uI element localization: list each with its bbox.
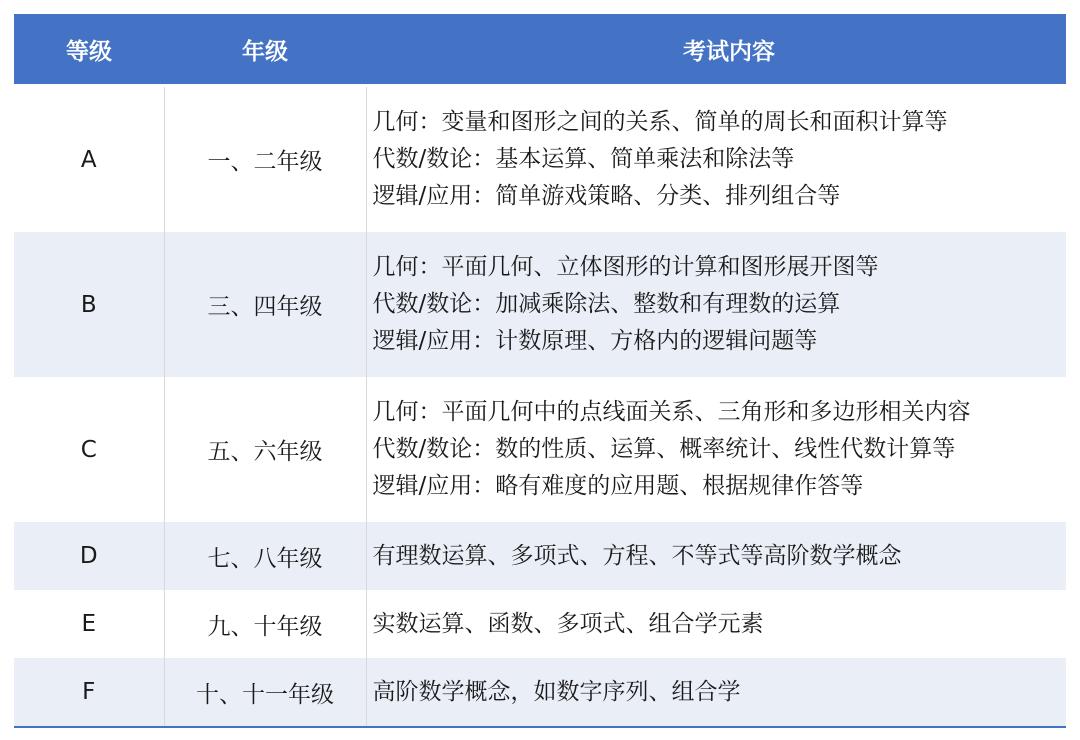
grade-cell: 十、十一年级	[164, 658, 366, 727]
grade-cell: 三、四年级	[164, 232, 366, 377]
content-line: 几何：平面几何中的点线面关系、三角形和多边形相关内容	[372, 399, 971, 425]
level-cell: B	[14, 232, 164, 377]
grade-cell: 一、二年级	[164, 86, 366, 233]
header-row	[14, 14, 1066, 86]
content-line: 代数/数论：数的性质、运算、概率统计、线性代数计算等	[372, 436, 956, 462]
content-cell	[366, 590, 1066, 658]
table-row	[14, 522, 1066, 590]
content-line: 代数/数论：加减乘除法、整数和有理数的运算	[372, 291, 841, 317]
table-row	[14, 590, 1066, 658]
header-level: 等级	[14, 14, 164, 86]
exam-levels-table-container	[14, 14, 1066, 728]
grade-cell: 九、十年级	[164, 590, 366, 658]
table-body	[14, 86, 1066, 728]
header-grade: 年级	[164, 14, 366, 86]
level-cell: C	[14, 377, 164, 522]
content-line: 代数/数论：基本运算、简单乘法和除法等	[372, 146, 795, 172]
level-cell: E	[14, 590, 164, 658]
level-cell: F	[14, 658, 164, 727]
content-line: 逻辑/应用：计数原理、方格内的逻辑问题等	[372, 328, 818, 354]
table-row	[14, 86, 1066, 233]
grade-cell: 七、八年级	[164, 522, 366, 590]
content-line: 几何：变量和图形之间的关系、简单的周长和面积计算等	[372, 109, 948, 135]
content-line: 逻辑/应用：略有难度的应用题、根据规律作答等	[372, 473, 864, 499]
content-cell	[366, 522, 1066, 590]
table-row	[14, 658, 1066, 727]
content-line: 几何：平面几何、立体图形的计算和图形展开图等	[372, 254, 879, 280]
content-cell	[366, 232, 1066, 377]
content-cell	[366, 377, 1066, 522]
content-line: 有理数运算、多项式、方程、不等式等高阶数学概念	[372, 542, 902, 569]
content-line: 高阶数学概念，如数字序列、组合学	[372, 678, 741, 705]
content-line: 实数运算、函数、多项式、组合学元素	[372, 610, 764, 637]
table-row	[14, 232, 1066, 377]
table-header	[14, 14, 1066, 86]
grade-cell: 五、六年级	[164, 377, 366, 522]
level-cell: A	[14, 86, 164, 233]
table-row	[14, 377, 1066, 522]
level-cell: D	[14, 522, 164, 590]
header-content: 考试内容	[366, 14, 1066, 86]
content-cell	[366, 86, 1066, 233]
content-cell	[366, 658, 1066, 727]
exam-levels-table	[14, 14, 1066, 728]
content-line: 逻辑/应用：简单游戏策略、分类、排列组合等	[372, 183, 841, 209]
